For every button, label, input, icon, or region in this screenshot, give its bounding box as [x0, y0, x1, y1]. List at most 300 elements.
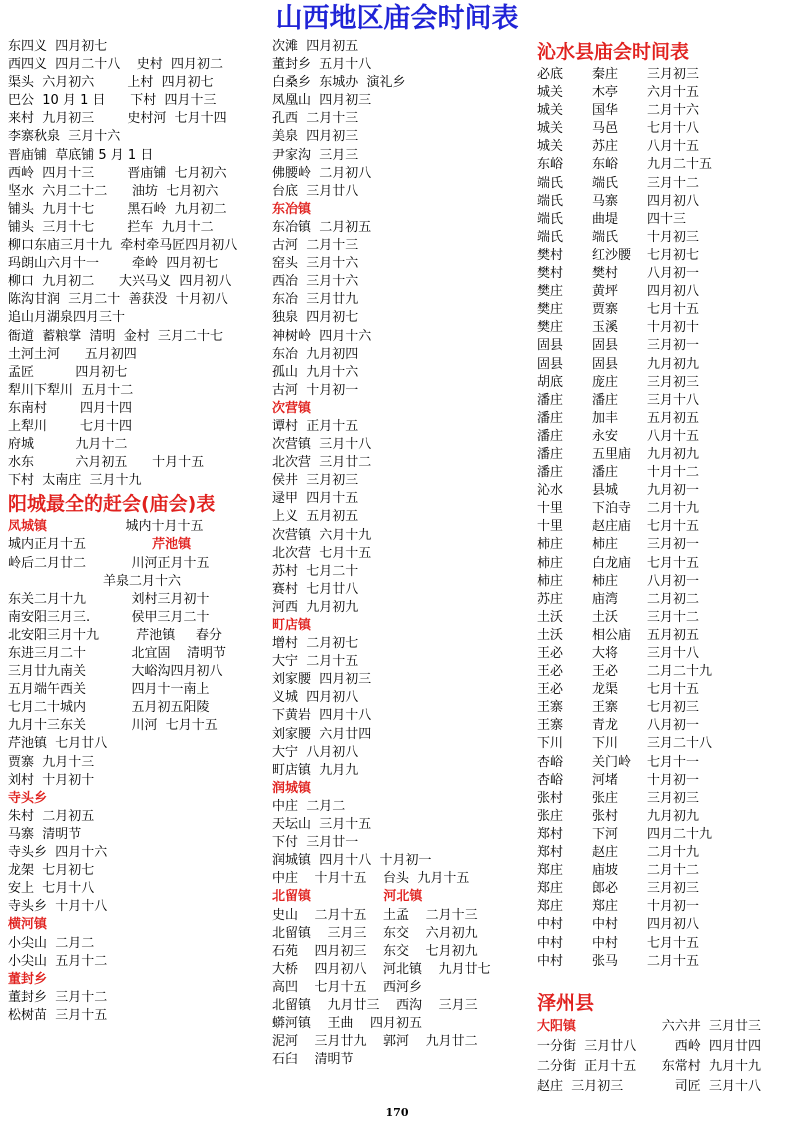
schedule-line: 柳口东庙三月十九 牵村牵马匠四月初八 [8, 238, 238, 254]
schedule-line: 寺头乡 十月十八 [8, 899, 108, 915]
schedule-line: 神树岭 四月十六 [272, 328, 372, 344]
qinshui-heading: 沁水县庙会时间表 [537, 41, 690, 63]
schedule-row [537, 1037, 789, 1057]
schedule-line: 孟匠 四月初七 [8, 364, 128, 380]
schedule-line: 尹家沟 三月三 [272, 147, 359, 163]
schedule-line: 刘村 十月初十 [8, 772, 95, 788]
schedule-line: 上犁川 七月十四 [8, 418, 133, 434]
village-cell: 张村 [592, 808, 619, 824]
schedule-row [537, 265, 789, 283]
town-cell: 城关 [537, 103, 564, 119]
schedule-row [537, 699, 789, 717]
schedule-line: 东南村 四月十四 [8, 400, 133, 416]
page-title: 山西地区庙会时间表 [275, 3, 519, 34]
schedule-line: 北留镇 三月三 东交 六月初九 [272, 925, 478, 941]
town-cell: 张村 [537, 790, 564, 806]
schedule-line: 南安阳三月三. 侯甲三月二十 [8, 609, 210, 625]
village-cell: 苏庄 [592, 139, 619, 155]
schedule-line: 美泉 四月初三 [272, 129, 359, 145]
schedule-row [537, 283, 789, 301]
date-cell: 四月初八 [647, 193, 700, 209]
town-cell: 胡底 [537, 374, 564, 390]
schedule-line: 孤山 九月十六 [272, 364, 359, 380]
schedule-row [537, 916, 789, 934]
village-cell: 白龙庙 [592, 555, 632, 571]
schedule-line: 龙架 七月初七 [8, 863, 95, 879]
date-cell: 三月初三 [647, 881, 700, 897]
date-cell: 十月十二 [647, 465, 700, 481]
schedule-line: 小尖山 五月十二 [8, 953, 108, 969]
town-cell: 十里 [537, 501, 564, 517]
schedule-line: 巴公 10 月 1 日 下村 四月十三 [8, 93, 217, 109]
schedule-row [537, 175, 789, 193]
schedule-line: 下村 太南庄 三月十九 [8, 473, 142, 489]
schedule-line: 蟒河镇 王曲 四月初五 [272, 1016, 423, 1032]
schedule-line: 铺头 三月十七 拦车 九月十二 [8, 219, 214, 235]
schedule-line: 义城 四月初八 [272, 690, 359, 706]
schedule-row [537, 102, 789, 120]
town-cell: 城关 [537, 85, 564, 101]
schedule-line: 北安阳三月十九 芹池镇 春分 [8, 627, 222, 643]
village-cell: 马邑 [592, 121, 619, 137]
town-cell: 樊庄 [537, 320, 564, 336]
schedule-line: 凤凰山 四月初三 [272, 93, 372, 109]
section-heading: 阳城最全的赶会(庙会)表 [8, 493, 216, 516]
section-heading: 凤城镇 [8, 519, 48, 535]
town-cell: 必底 [537, 67, 564, 82]
village-cell: 中村 [592, 935, 619, 951]
schedule-line: 侯井 三月初三 [272, 473, 359, 489]
village-cell: 樊村 [592, 266, 619, 282]
date-cell: 三月十八 [647, 392, 700, 408]
date-cell: 十月初一 [647, 899, 700, 915]
schedule-line: 北次营 七月十五 [272, 545, 372, 561]
date-cell: 七月初三 [647, 700, 700, 716]
schedule-row [537, 935, 789, 953]
schedule-row [537, 374, 789, 392]
village-cell: 王寨 [592, 700, 619, 716]
date-cell: 二月十二 [647, 863, 700, 879]
date-cell: 九月初一 [647, 483, 700, 499]
schedule-line: 松树苗 三月十五 [8, 1007, 108, 1023]
date-cell: 七月十八 [647, 121, 700, 137]
schedule-line: 北留镇 九月廿三 西沟 三月三 [272, 997, 478, 1013]
town-cell: 樊庄 [537, 284, 564, 300]
schedule-line: 寺头乡 四月十六 [8, 845, 108, 861]
date-cell: 二月十六 [647, 103, 700, 119]
town-cell: 郑庄 [537, 863, 564, 879]
schedule-line: 逯甲 四月十五 [272, 491, 359, 507]
schedule-line: 七月二十城内 五月初五阳陵 [8, 700, 210, 716]
date-cell: 八月初一 [647, 573, 700, 589]
date-cell: 八月初一 [647, 718, 700, 734]
town-cell: 下川 [537, 736, 564, 752]
village-cell: 庙湾 [592, 591, 619, 607]
town-cell: 十里 [537, 519, 564, 535]
town-cell: 城关 [537, 121, 564, 137]
town-cell: 东峪 [537, 157, 564, 173]
date-cell: 九月初九 [647, 356, 700, 372]
town-cell: 张庄 [537, 808, 564, 824]
town-cell: 樊村 [537, 266, 564, 282]
date-cell: 五月初五 [647, 410, 700, 426]
date-cell: 二月十九 [647, 501, 700, 517]
town-cell: 王寨 [537, 718, 564, 734]
schedule-line: 董封乡 五月十八 [272, 57, 372, 73]
date-cell: 七月十五 [647, 682, 700, 698]
date-cell: 七月十一 [647, 754, 700, 770]
village-cell: 贾寨 [592, 302, 619, 318]
town-cell: 中村 [537, 917, 564, 933]
section-heading: 横河镇 [8, 917, 48, 933]
schedule-line: 陈沟甘润 三月二十 善获没 十月初八 [8, 292, 228, 308]
section-heading: 北留镇 河北镇 [272, 889, 423, 905]
schedule-line: 刘家腰 六月廿四 [272, 726, 372, 742]
town-cell: 柿庄 [537, 573, 564, 589]
schedule-line: 大宁 二月十五 [272, 654, 359, 670]
section-heading: 东冶镇 [272, 201, 312, 217]
schedule-row [537, 446, 789, 464]
town-cell: 柿庄 [537, 537, 564, 553]
date-cell: 四月初八 [647, 917, 700, 933]
schedule-row [537, 193, 789, 211]
village-cell: 郑庄 [592, 899, 619, 915]
entry-left: 一分街 三月廿八 [537, 1038, 637, 1054]
town-cell: 苏庄 [537, 591, 564, 607]
date-cell: 九月初九 [647, 808, 700, 824]
schedule-line: 佛腰岭 二月初八 [272, 165, 372, 181]
schedule-row [537, 410, 789, 428]
date-cell: 三月初三 [647, 374, 700, 390]
schedule-row [537, 247, 789, 265]
schedule-line: 贾寨 九月十三 [8, 754, 95, 770]
schedule-row [537, 808, 789, 826]
schedule-line: 府城 九月十二 [8, 437, 128, 453]
section-heading: 町店镇 [272, 618, 312, 633]
spacer [537, 971, 789, 989]
town-cell: 固县 [537, 356, 564, 372]
town-cell: 樊庄 [537, 302, 564, 318]
section-heading: 寺头乡 [8, 790, 48, 806]
village-cell: 玉溪 [592, 320, 619, 336]
date-cell: 四月二十九 [647, 826, 713, 842]
section-heading: 大阳镇 [537, 1018, 577, 1034]
village-cell: 柿庄 [592, 573, 619, 589]
date-cell: 三月十八 [647, 646, 700, 661]
schedule-row [537, 120, 789, 138]
schedule-line: 史山 二月十五 土孟 二月十三 [272, 907, 478, 923]
schedule-row [537, 735, 789, 753]
schedule-row [537, 555, 789, 573]
village-cell: 庙坡 [592, 863, 619, 879]
date-cell: 十月初十 [647, 320, 700, 336]
date-cell: 二月二十九 [647, 664, 713, 680]
schedule-row [537, 609, 789, 627]
schedule-line: 小尖山 二月二 [8, 935, 95, 951]
schedule-line: 窑头 三月十六 [272, 256, 359, 272]
date-cell: 四月初八 [647, 284, 700, 300]
date-cell: 八月初一 [647, 266, 700, 282]
schedule-row [537, 862, 789, 880]
entry-left: 赵庄 三月初三 [537, 1078, 624, 1094]
town-cell: 柿庄 [537, 555, 564, 571]
schedule-row [537, 681, 789, 699]
schedule-line: 东冶镇 二月初五 [272, 219, 372, 235]
schedule-line: 东冶 三月廿九 [272, 292, 359, 308]
village-cell: 王必 [592, 664, 619, 680]
schedule-line: 石苑 四月初三 东交 七月初九 [272, 943, 478, 959]
town-cell: 潘庄 [537, 410, 564, 426]
schedule-line: 古河 十月初一 [272, 382, 359, 398]
village-cell: 张马 [592, 953, 619, 969]
schedule-line: 中庄 二月二 [272, 798, 346, 814]
schedule-line: 河西 九月初九 [272, 599, 359, 615]
schedule-line: 北次营 三月廿二 [272, 455, 372, 471]
schedule-line: 犁川下犁川 五月十二 [8, 382, 134, 398]
schedule-row [537, 1057, 789, 1077]
schedule-row [537, 880, 789, 898]
schedule-line: 孔西 二月十三 [272, 111, 359, 127]
schedule-line: 东关二月十九 刘村三月初十 [8, 591, 210, 607]
date-cell: 二月十九 [647, 845, 700, 861]
village-cell: 曲堤 [592, 211, 619, 227]
date-cell: 三月二十八 [647, 736, 713, 752]
schedule-row [537, 337, 789, 355]
date-cell: 八月十五 [647, 139, 700, 155]
village-cell: 相公庙 [592, 627, 632, 643]
town-cell: 杏峪 [537, 772, 564, 788]
village-cell: 下河 [592, 826, 619, 842]
schedule-line: 西岭 四月十三 晋庙铺 七月初六 [8, 165, 227, 181]
schedule-line: 泥河 三月廿九 郭河 九月廿二 [272, 1034, 478, 1050]
schedule-line: 羊泉二月十六 [8, 573, 182, 589]
schedule-row [537, 826, 789, 844]
schedule-row [537, 645, 789, 663]
date-cell: 九月二十五 [647, 157, 713, 173]
town-cell: 端氏 [537, 211, 564, 227]
town-cell: 土沃 [537, 609, 564, 625]
schedule-line: 刘家腰 四月初三 [272, 672, 372, 688]
schedule-row [537, 301, 789, 319]
schedule-row [537, 392, 789, 410]
town-cell: 潘庄 [537, 428, 564, 444]
town-cell: 潘庄 [537, 465, 564, 481]
schedule-line: 西冶 三月十六 [272, 274, 359, 290]
schedule-line: 增村 二月初七 [272, 636, 359, 652]
schedule-row [537, 717, 789, 735]
village-cell: 国华 [592, 103, 619, 119]
town-cell: 端氏 [537, 193, 564, 209]
date-cell: 三月初一 [647, 537, 700, 553]
village-cell: 下川 [592, 736, 619, 752]
schedule-line: 谭村 正月十五 [272, 418, 359, 434]
town-cell: 城关 [537, 139, 564, 155]
schedule-row [537, 754, 789, 772]
schedule-row [537, 156, 789, 174]
entry-right: 东常村 九月十九 [661, 1058, 761, 1074]
zezhou-heading: 泽州县 [537, 991, 595, 1014]
date-cell: 三月初三 [647, 67, 700, 82]
village-cell: 张庄 [592, 790, 619, 806]
village-cell: 关门岭 [592, 754, 632, 770]
date-cell: 八月十五 [647, 428, 700, 444]
village-cell: 庞庄 [592, 374, 619, 390]
village-cell: 端氏 [592, 229, 619, 245]
column-2 [272, 38, 534, 1069]
schedule-line: 町店镇 九月九 [272, 762, 359, 778]
schedule-row [537, 229, 789, 247]
schedule-row [537, 627, 789, 645]
village-cell: 赵庄 [592, 845, 619, 861]
village-cell: 龙渠 [592, 682, 619, 698]
schedule-row [537, 953, 789, 971]
town-cell: 土沃 [537, 627, 564, 643]
schedule-row [537, 898, 789, 916]
schedule-row [537, 790, 789, 808]
schedule-line: 东四义 四月初七 [8, 39, 108, 54]
date-cell: 十月初三 [647, 229, 700, 245]
date-cell: 七月十五 [647, 935, 700, 951]
schedule-line: 铺头 九月十七 黑石岭 九月初二 [8, 201, 227, 217]
page-number: 170 [385, 1106, 409, 1119]
town-cell: 樊村 [537, 247, 564, 263]
date-cell: 三月初三 [647, 790, 700, 806]
village-cell: 红沙腰 [592, 247, 632, 263]
village-cell: 下泊寺 [592, 501, 632, 517]
schedule-line: 白桑乡 东城办 演礼乡 [272, 75, 406, 91]
schedule-line: 台底 三月廿八 [272, 183, 359, 199]
date-cell: 七月十五 [647, 555, 700, 571]
schedule-row [537, 1017, 789, 1037]
schedule-line: 赛村 七月廿八 [272, 581, 359, 597]
schedule-row [537, 663, 789, 681]
schedule-line: 城内正月十五 芹池镇 [8, 537, 192, 553]
column-3 [537, 38, 789, 1097]
date-cell: 七月十五 [647, 302, 700, 318]
town-cell: 郑庄 [537, 881, 564, 897]
town-cell: 沁水 [537, 483, 564, 499]
schedule-row [537, 772, 789, 790]
town-cell: 王必 [537, 682, 564, 698]
town-cell: 郑村 [537, 845, 564, 861]
schedule-line: 晋庙铺 草底铺 5 月 1 日 [8, 147, 154, 163]
schedule-line: 下付 三月廿一 [272, 835, 359, 851]
village-cell: 永安 [592, 428, 619, 444]
schedule-row [537, 591, 789, 609]
section-heading: 润城镇 [272, 780, 312, 796]
village-cell: 郎必 [592, 881, 619, 897]
town-cell: 端氏 [537, 175, 564, 191]
schedule-line: 次营镇 六月十九 [272, 527, 372, 543]
date-cell: 十月初一 [647, 772, 700, 788]
schedule-line: 李寨秋泉 三月十六 [8, 129, 121, 145]
entry-right: 西岭 四月廿四 [674, 1038, 761, 1054]
village-cell: 河堵 [592, 772, 619, 788]
schedule-line: 马寨 清明节 [8, 826, 82, 842]
section-heading: 董封乡 [8, 971, 48, 987]
schedule-line: 来村 九月初三 史村河 七月十四 [8, 111, 227, 127]
schedule-row [537, 428, 789, 446]
village-cell: 潘庄 [592, 465, 619, 481]
schedule-line: 石臼 清明节 [272, 1052, 354, 1068]
village-cell: 五里庙 [592, 446, 632, 462]
schedule-row [537, 536, 789, 554]
schedule-row [537, 464, 789, 482]
schedule-line: 大宁 八月初八 [272, 744, 359, 760]
schedule-row [537, 482, 789, 500]
schedule-line: 渠头 六月初六 上村 四月初七 [8, 75, 214, 91]
section-heading: 芹池镇 [152, 537, 192, 553]
schedule-row [537, 518, 789, 536]
entry-left: 二分街 正月十五 [537, 1058, 637, 1074]
schedule-line: 高凹 七月十五 西河乡 [272, 979, 423, 995]
schedule-line: 天坛山 三月十五 [272, 817, 372, 833]
town-cell: 郑村 [537, 826, 564, 842]
schedule-line: 坚水 六月二十二 油坊 七月初六 [8, 183, 219, 199]
schedule-line: 次滩 四月初五 [272, 39, 359, 54]
schedule-line: 西四义 四月二十八 史村 四月初二 [8, 57, 224, 73]
schedule-row [537, 573, 789, 591]
village-cell: 潘庄 [592, 392, 619, 408]
date-cell: 五月初五 [647, 627, 700, 643]
schedule-line: 玛朗山六月十一 牵岭 四月初七 [8, 256, 219, 272]
entry-right: 司匠 三月十八 [674, 1078, 761, 1094]
town-cell: 郑庄 [537, 899, 564, 915]
schedule-line: 柳口 九月初二 大兴马义 四月初八 [8, 274, 232, 290]
village-cell: 大将 [592, 646, 619, 661]
schedule-row [537, 356, 789, 374]
village-cell: 中村 [592, 917, 619, 933]
schedule-row [537, 1077, 789, 1097]
village-cell: 土沃 [592, 609, 619, 625]
schedule-line: 岭后二月廿二 川河正月十五 [8, 555, 210, 571]
schedule-line: 安上 七月十八 [8, 881, 95, 897]
village-cell: 青龙 [592, 718, 619, 734]
village-cell: 柿庄 [592, 537, 619, 553]
schedule-line: 东进三月二十 北宜固 清明节 [8, 646, 226, 661]
schedule-line: 苏村 七月二十 [272, 563, 359, 579]
schedule-line: 次营镇 三月十八 [272, 437, 372, 453]
town-cell: 潘庄 [537, 446, 564, 462]
village-cell: 固县 [592, 356, 619, 372]
date-cell: 二月十五 [647, 953, 700, 969]
village-cell: 东峪 [592, 157, 619, 173]
schedule-line: 董封乡 三月十二 [8, 989, 108, 1005]
schedule-line: 东冶 九月初四 [272, 346, 359, 362]
village-cell: 马寨 [592, 193, 619, 209]
town-cell: 王必 [537, 646, 564, 661]
schedule-line: 芹池镇 七月廿八 [8, 736, 108, 752]
schedule-row [537, 211, 789, 229]
schedule-line: 衙道 蓄粮掌 清明 金村 三月二十七 [8, 328, 224, 344]
town-cell: 端氏 [537, 229, 564, 245]
schedule-line: 下黄岩 四月十八 [272, 708, 372, 724]
date-cell: 二月初二 [647, 591, 700, 607]
schedule-line: 追山月湖泉四月三十 [8, 310, 126, 326]
village-cell: 赵庄庙 [592, 519, 632, 535]
schedule-line: 土河土河 五月初四 [8, 346, 137, 362]
town-cell: 潘庄 [537, 392, 564, 408]
column-1 [8, 38, 266, 1025]
village-cell: 秦庄 [592, 67, 619, 82]
schedule-line: 大桥 四月初八 河北镇 九月廿七 [272, 961, 491, 977]
date-cell: 三月初一 [647, 338, 700, 354]
date-cell: 六月十五 [647, 85, 700, 101]
date-cell: 三月十二 [647, 175, 700, 191]
schedule-row [537, 138, 789, 156]
town-cell: 王必 [537, 664, 564, 680]
schedule-line: 五月端午西关 四月十一南上 [8, 682, 210, 698]
